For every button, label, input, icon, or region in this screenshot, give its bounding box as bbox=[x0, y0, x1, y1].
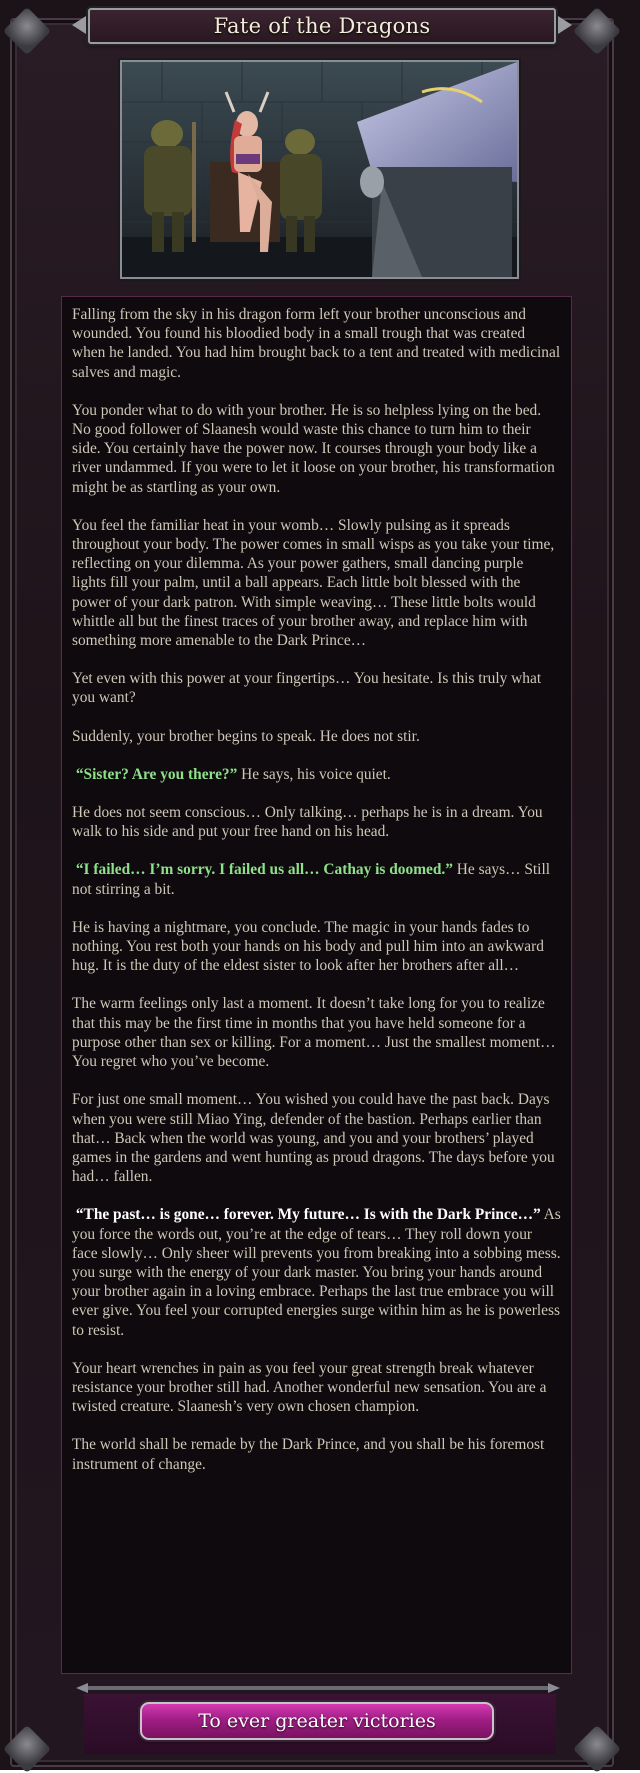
ornamental-divider bbox=[76, 1683, 560, 1693]
corner-ornament bbox=[3, 7, 51, 55]
dialogue-narration: He says… Still not stirring a bit. bbox=[72, 861, 551, 898]
story-paragraph bbox=[72, 1205, 561, 1339]
dialog-title: Fate of the Dragons bbox=[213, 14, 431, 38]
story-paragraph: You feel the familiar heat in your womb… Slowly pulsing as it spreads throughout your body. The power comes in small wisps as you take your time, reflecting on your dilemma. As your power gathers, small dancing purple lights fill your palm, until a ball appears. Each little bolt blessed with the power of your dark patron. With simple weaving… These little bolts would whittle all but the finest traces of your brother away, and replace him with something more amenable to the Dark Prince… bbox=[72, 516, 555, 650]
corner-ornament bbox=[573, 1725, 621, 1773]
story-paragraph: He does not seem conscious… Only talking… perhaps he is in a dream. You walk to his side and put your free hand on his head. bbox=[72, 804, 543, 841]
event-illustration-svg bbox=[122, 62, 517, 277]
story-paragraph: For just one small moment… You wished you could have the past back. Days when you were still Miao Ying, defender of the bastion. Perhaps earlier than that… Back when the world was young, and you and your brothers’ played games in the gardens and went hunting as proud dragons. The days before you had… fallen. bbox=[72, 1091, 555, 1186]
story-paragraph: The warm feelings only last a moment. It doesn’t take long for you to realize that this may be the first time in months that you have held someone for a purpose other than sex or killing. For a moment… Just the smallest moment… You regret who you’ve become. bbox=[72, 995, 556, 1071]
dialogue-narration: As you force the words out, you’re at the edge of tears… They roll down your face slowly… Only sheer will prevents you from breaking into a sobbing mess. you surge with the energy of your dark master. You bring your hands around your brother again in a loving embrace. Perhaps the last true embrace you will ever give. You feel your corrupted energies surge within him as he is powerless to resist. bbox=[72, 1206, 561, 1339]
dialogue-narration: He says, his voice quiet. bbox=[237, 765, 391, 783]
story-paragraph: Your heart wrenches in pain as you feel your great strength break whatever resistance your brother still had. Another wonderful new sensation. You are a twisted creature. Slaanesh’s very own chosen champion. bbox=[72, 1359, 547, 1416]
story-text-box bbox=[61, 296, 572, 1674]
story-paragraph bbox=[72, 860, 561, 898]
corner-ornament bbox=[573, 7, 621, 55]
story-text bbox=[62, 297, 571, 1474]
story-paragraph: Yet even with this power at your fingertips… You hesitate. Is this truly what you want? bbox=[72, 670, 542, 707]
story-paragraph: Falling from the sky in his dragon form left your brother unconscious and wounded. You found his bloodied body in a small trough that was created when he landed. You had him brought back to a tent and treated with medicinal salves and magic. bbox=[72, 306, 561, 381]
continue-button[interactable]: To ever greater victories bbox=[140, 1702, 494, 1740]
story-paragraph bbox=[72, 765, 561, 784]
story-paragraph: He is having a nightmare, you conclude. The magic in your hands fades to nothing. You rest both your hands on his body and pull him into an awkward hug. It is the duty of the eldest sister to look after her brothers after all… bbox=[72, 918, 544, 975]
title-banner bbox=[88, 8, 556, 44]
corner-ornament bbox=[3, 1725, 51, 1773]
story-paragraph: You ponder what to do with your brother. He is so helpless lying on the bed. No good follower of Slaanesh would waste this chance to turn him to their side. You certainly have the power now. It courses through your body like a river undammed. If you were to let it loose on your brother, his transformation might be as startling as your own. bbox=[72, 401, 555, 496]
dialogue-quote: “I failed… I’m sorry. I failed us all… Cathay is doomed.” bbox=[75, 861, 453, 879]
dialogue-quote: “The past… is gone… forever. My future… Is with the Dark Prince…” bbox=[75, 1206, 541, 1224]
story-paragraph: The world shall be remade by the Dark Prince, and you shall be his foremost instrument of change. bbox=[72, 1436, 545, 1473]
event-illustration bbox=[120, 60, 519, 279]
dialogue-quote: “Sister? Are you there?” bbox=[75, 765, 238, 783]
story-paragraph: Suddenly, your brother begins to speak. He does not stir. bbox=[72, 727, 420, 745]
